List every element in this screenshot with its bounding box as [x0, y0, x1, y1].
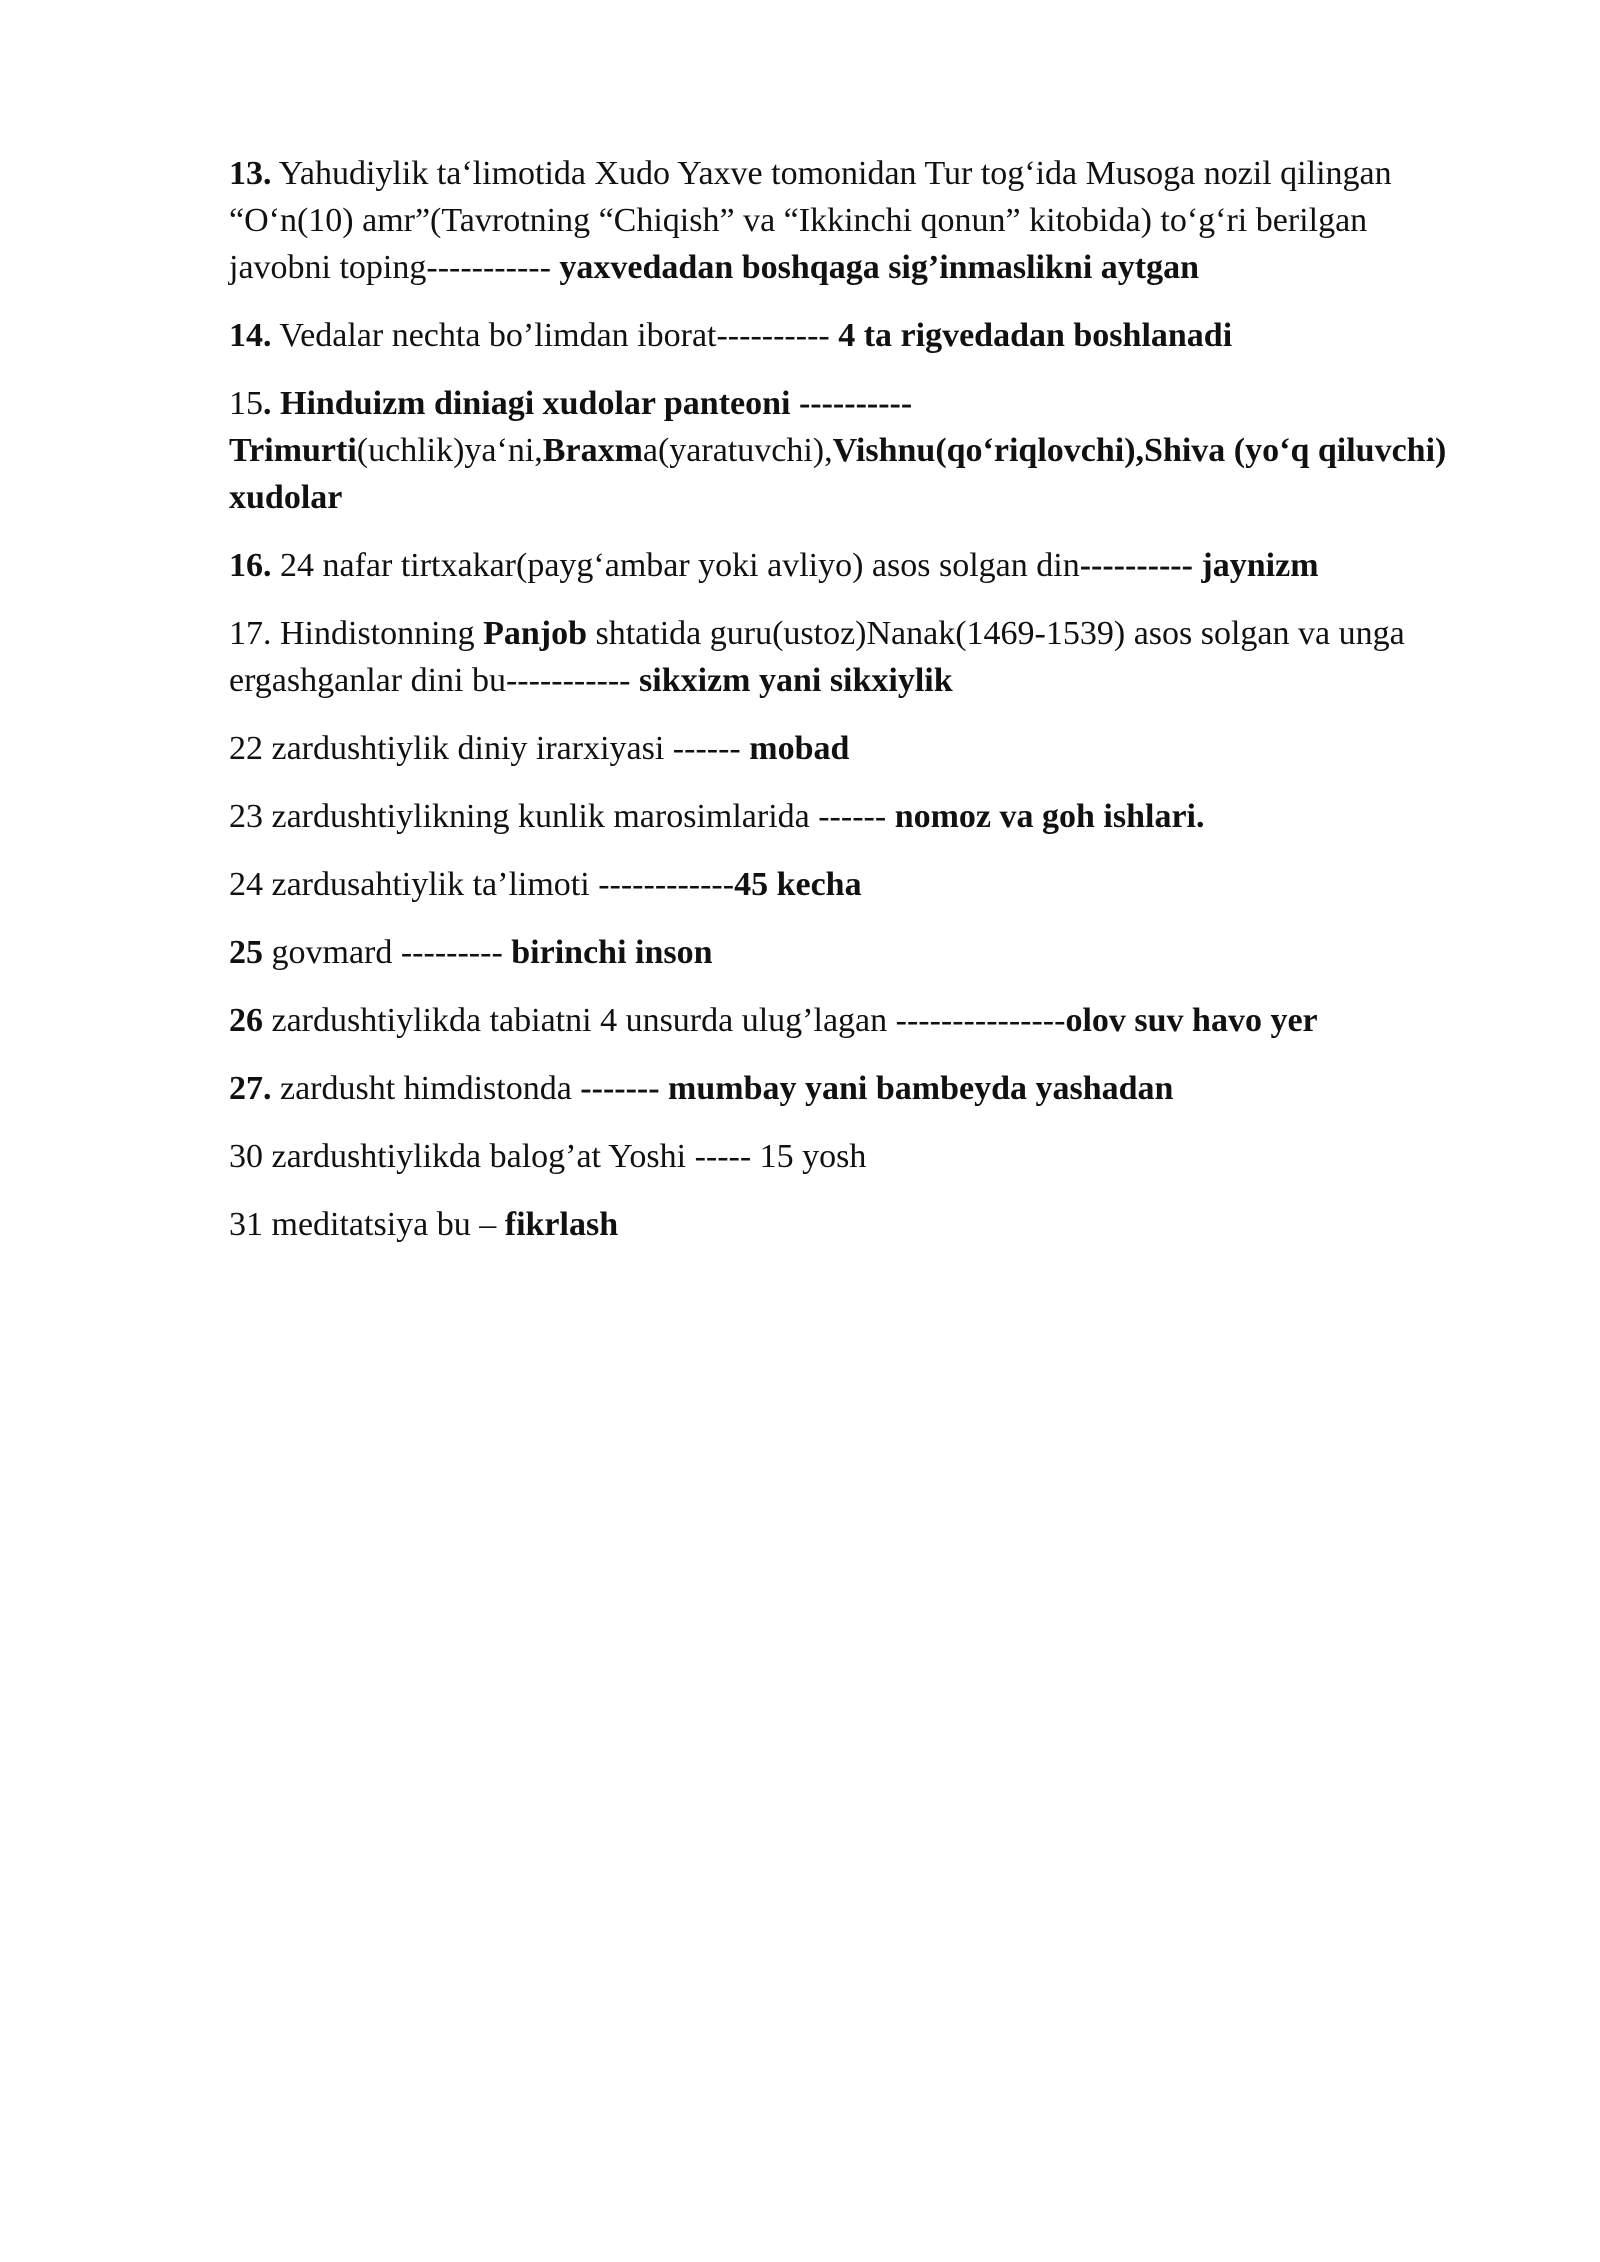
answer-text: . Hinduizm diniagi xudolar panteoni ---------- Trimurti [229, 385, 913, 469]
paragraph-q24 [229, 861, 1469, 908]
answer-text: ------- mumbay yani bambeyda yashadan [580, 1070, 1174, 1107]
answer-text: birinchi inson [511, 934, 713, 971]
paragraph-q16 [229, 542, 1469, 589]
question-text: 15 [229, 385, 263, 422]
question-text: Yahudiylik ta‘limotida Xudo Yaxve tomonidan Tur tog‘ida Musoga nozil qilingan “O‘n(10) amr”(Tavrotning “Chiqish” va “Ikkinchi qonun” kitobida) to‘g‘ri berilgan javobni toping----------- [229, 155, 1392, 286]
answer-text: Braxm [542, 432, 643, 469]
question-text: 23 zardushtiylikning kunlik marosimlarida ------ [229, 798, 895, 835]
paragraph-q15 [229, 380, 1469, 521]
answer-text: olov suv havo yer [1065, 1002, 1318, 1039]
answer-text: Panjob [483, 615, 587, 652]
answer-text: ---------- jaynizm [1079, 547, 1319, 584]
question-text: Vedalar nechta bo’limdan iborat---------- [271, 317, 830, 354]
answer-text: fikrlash [504, 1206, 619, 1243]
question-text: zardusht himdistonda [271, 1070, 581, 1107]
answer-text: Vishnu(qo‘riqlovchi),Shiva (yo‘q qiluvchi) xudolar [229, 432, 1447, 516]
question-text: 24 zardusahtiylik ta’limoti ------------ [229, 866, 735, 903]
question-text: govmard --------- [263, 934, 512, 971]
answer-text: 13. [229, 155, 272, 192]
answer-text: 45 kecha [734, 866, 862, 903]
question-text: 31 meditatsiya bu – [229, 1206, 505, 1243]
paragraph-q30 [229, 1133, 1469, 1180]
answer-text: sikxizm yani sikxiylik [630, 662, 953, 699]
paragraph-q22 [229, 725, 1469, 772]
question-text: zardushtiylikda tabiatni 4 unsurda ulug’lagan --------------- [263, 1002, 1066, 1039]
paragraph-q26 [229, 997, 1469, 1044]
question-text: 22 zardushtiylik diniy irarxiyasi ------ [229, 730, 750, 767]
paragraph-q14 [229, 312, 1469, 359]
question-text: 30 zardushtiylikda balog’at Yoshi ----- 15 yosh [229, 1138, 867, 1175]
paragraph-q27 [229, 1065, 1469, 1112]
answer-text: 4 ta rigvedadan boshlanadi [829, 317, 1233, 354]
question-text: a(yaratuvchi), [642, 432, 833, 469]
answer-text: mobad [749, 730, 850, 767]
question-text: 17. Hindistonning [229, 615, 484, 652]
paragraph-q23 [229, 793, 1469, 840]
paragraph-q31 [229, 1201, 1469, 1248]
question-text: (uchlik)ya‘ni, [356, 432, 543, 469]
answer-text: nomoz va goh ishlari. [894, 798, 1205, 835]
paragraph-q17 [229, 610, 1469, 704]
paragraph-q13 [229, 150, 1469, 291]
paragraph-q25 [229, 929, 1469, 976]
answer-text: yaxvedadan boshqaga sig’inmaslikni aytgan [550, 249, 1199, 286]
answer-text: 26 [229, 1002, 263, 1039]
answer-text: 14. [229, 317, 272, 354]
question-text: shtatida guru(ustoz)Nanak(1469-1539) asos solgan va unga ergashganlar dini bu----------- [229, 615, 1405, 699]
answer-text: 27. [229, 1070, 272, 1107]
question-text: 24 nafar tirtxakar(payg‘ambar yoki avliyo) asos solgan din [271, 547, 1080, 584]
answer-text: 16. [229, 547, 272, 584]
document-body [229, 150, 1469, 1269]
answer-text: 25 [229, 934, 263, 971]
